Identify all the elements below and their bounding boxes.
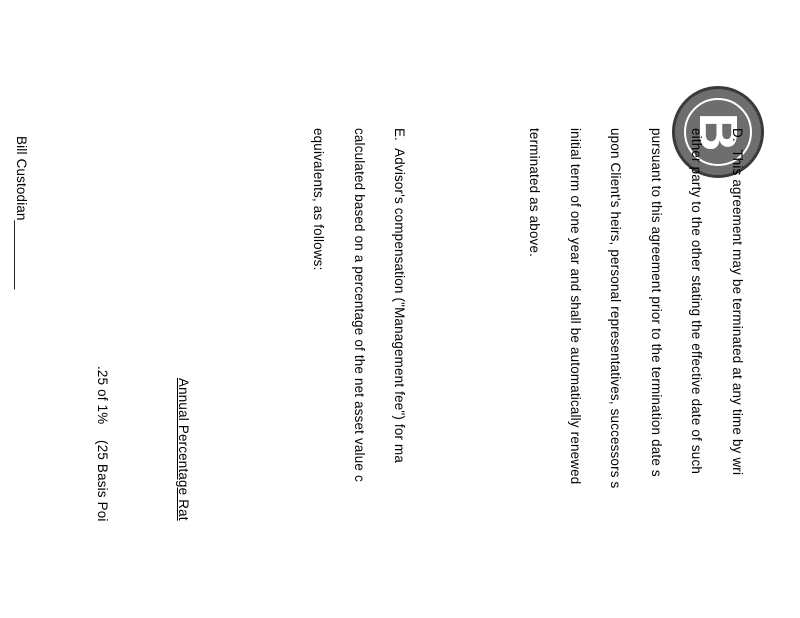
badge-letter: B bbox=[688, 112, 748, 152]
text-line: pursuant to this agreement prior to the termination date s bbox=[649, 128, 664, 477]
text-line: equivalents, as follows: bbox=[311, 128, 327, 271]
rate-header: Annual Percentage Rat bbox=[176, 378, 192, 521]
custodian-line: Bill Custodian_________ bbox=[14, 136, 30, 290]
text-line: upon Client's heirs, personal representatives, successors s bbox=[608, 128, 624, 489]
rate-value: .25 of 1% (25 Basis Poi bbox=[95, 366, 111, 522]
paragraph-e bbox=[285, 128, 434, 618]
text-line: terminated as above. bbox=[527, 128, 543, 258]
text-line: E. Advisor's compensation ("Management fee") for ma bbox=[392, 128, 408, 464]
paragraph-d bbox=[501, 128, 771, 618]
text-line: calculated based on a percentage of the net asset value c bbox=[352, 128, 367, 482]
document-body bbox=[0, 128, 798, 618]
text-line: D. This agreement may be terminated at any time by wri bbox=[730, 128, 745, 476]
text-line: initial term of one year and shall be automatically renewed bbox=[568, 128, 583, 485]
text-line: either party to the other stating the effective date of such bbox=[689, 128, 705, 474]
rate-table bbox=[0, 128, 218, 618]
